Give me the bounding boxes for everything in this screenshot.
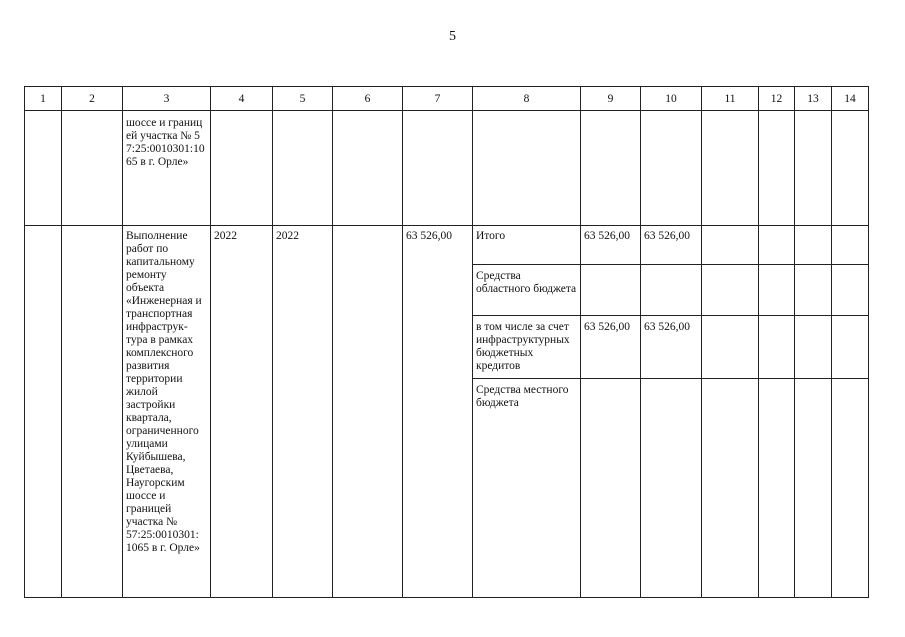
header-col-3: 3 xyxy=(123,87,211,111)
funding-source: в том числе за счет инфраструктурных бюджетных кредитов xyxy=(473,316,581,379)
header-col-12: 12 xyxy=(759,87,795,111)
continuation-row xyxy=(25,111,869,226)
funding-col9: 63 526,00 xyxy=(581,316,641,379)
table-cell xyxy=(211,111,273,226)
header-row xyxy=(25,87,869,111)
table-cell xyxy=(795,316,832,379)
year-start: 2022 xyxy=(211,226,273,598)
funding-source: Итого xyxy=(473,226,581,265)
table-cell xyxy=(641,111,702,226)
table-cell xyxy=(473,111,581,226)
header-col-5: 5 xyxy=(273,87,333,111)
header-col-6: 6 xyxy=(333,87,403,111)
table-cell xyxy=(795,379,832,598)
funding-col10 xyxy=(641,379,702,598)
funding-col9: 63 526,00 xyxy=(581,226,641,265)
table-cell xyxy=(62,111,123,226)
header-col-8: 8 xyxy=(473,87,581,111)
table-cell xyxy=(795,111,832,226)
header-col-2: 2 xyxy=(62,87,123,111)
project-description: Выполнение работ по капитальному ремонту объекта «Инженерная и транспортная инфраструк-тура в рамках комплексного развития территории жилой застройки квартала, ограниченного улицами Куйбышева, Цветаева, Наугорским шоссе и границей участка № 57:25:0010301: 1065 в г. Орле» xyxy=(123,226,211,598)
funding-source: Средства местного бюджета xyxy=(473,379,581,598)
funding-source: Средства областного бюджета xyxy=(473,265,581,316)
table-cell xyxy=(702,265,759,316)
header-col-11: 11 xyxy=(702,87,759,111)
header-col-9: 9 xyxy=(581,87,641,111)
table-cell xyxy=(273,111,333,226)
budget-table xyxy=(24,86,869,598)
table-cell xyxy=(333,226,403,598)
funding-row-total xyxy=(25,226,869,265)
table-cell xyxy=(25,226,62,598)
funding-col10 xyxy=(641,265,702,316)
table-cell xyxy=(832,316,869,379)
table-cell xyxy=(795,265,832,316)
header-col-4: 4 xyxy=(211,87,273,111)
funding-col9 xyxy=(581,379,641,598)
header-col-13: 13 xyxy=(795,87,832,111)
funding-col9 xyxy=(581,265,641,316)
header-col-1: 1 xyxy=(25,87,62,111)
table-cell xyxy=(702,111,759,226)
funding-col10: 63 526,00 xyxy=(641,226,702,265)
table-cell xyxy=(702,316,759,379)
table-cell xyxy=(759,226,795,265)
table-cell xyxy=(403,111,473,226)
continuation-text: шоссе и границей участка № 57:25:0010301:1065 в г. Орле» xyxy=(123,111,211,226)
table-cell xyxy=(702,379,759,598)
table-cell xyxy=(832,226,869,265)
table-cell xyxy=(759,265,795,316)
table-cell xyxy=(581,111,641,226)
table-cell xyxy=(832,379,869,598)
page-number: 5 xyxy=(449,29,456,44)
table-cell xyxy=(62,226,123,598)
funding-col10: 63 526,00 xyxy=(641,316,702,379)
header-col-10: 10 xyxy=(641,87,702,111)
table-cell xyxy=(795,226,832,265)
total-cost: 63 526,00 xyxy=(403,226,473,598)
table-cell xyxy=(333,111,403,226)
header-col-14: 14 xyxy=(832,87,869,111)
table-cell xyxy=(832,265,869,316)
table-cell xyxy=(25,111,62,226)
year-end: 2022 xyxy=(273,226,333,598)
table-cell xyxy=(759,316,795,379)
table-cell xyxy=(832,111,869,226)
table-cell xyxy=(759,379,795,598)
table-cell xyxy=(759,111,795,226)
table-cell xyxy=(702,226,759,265)
header-col-7: 7 xyxy=(403,87,473,111)
